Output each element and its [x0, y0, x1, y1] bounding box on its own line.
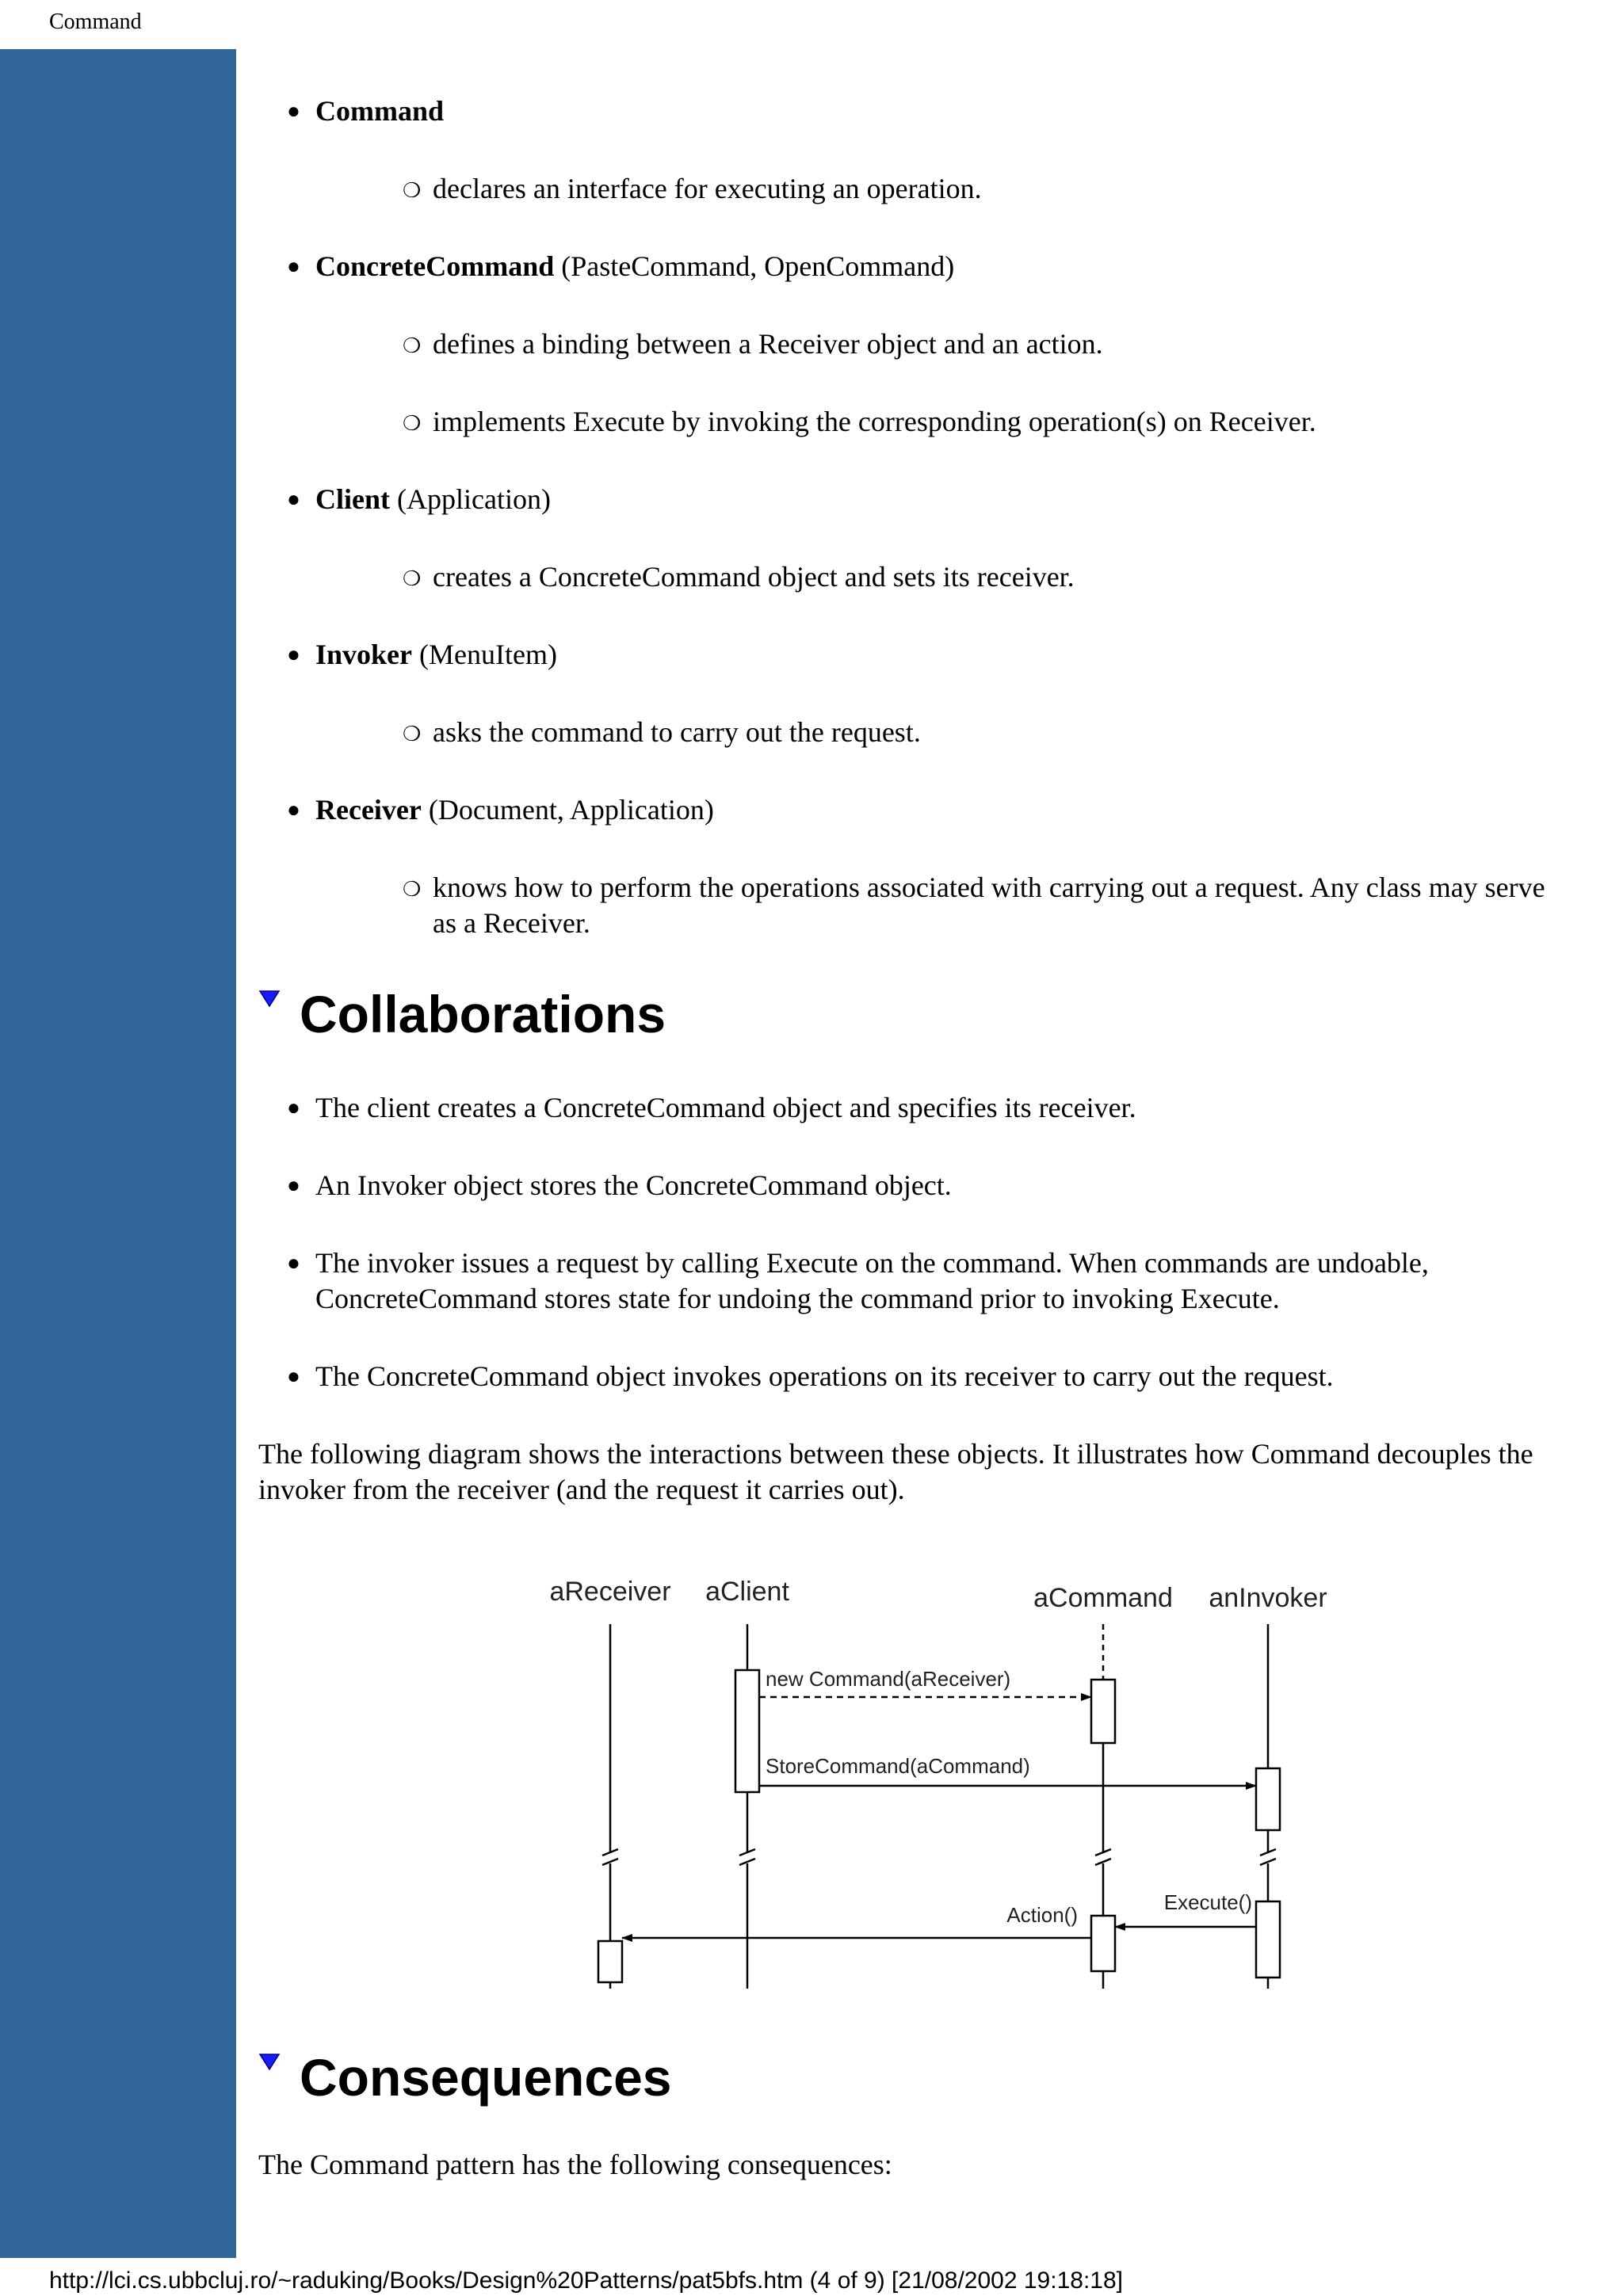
participant-item — [287, 93, 445, 129]
bullet-icon: ● — [287, 643, 300, 667]
collaboration-item — [287, 1359, 1334, 1394]
participant-alias: (Application) — [390, 483, 551, 515]
participant-subitem — [403, 559, 1574, 595]
participant-name: Client — [315, 483, 390, 515]
participant-alias: (PasteCommand, OpenCommand) — [554, 250, 955, 282]
participant-subitem — [403, 171, 1574, 207]
sequence-diagram — [539, 1561, 1339, 1997]
participant-item — [287, 792, 714, 828]
participant-subitem — [403, 326, 1574, 362]
collapse-triangle-icon[interactable] — [258, 2052, 281, 2071]
collaboration-item — [287, 1245, 1560, 1317]
circle-bullet-icon: ❍ — [403, 334, 422, 357]
section-title: Collaborations — [300, 985, 666, 1043]
participant-subitem — [403, 870, 1574, 941]
print-footer-url: http://lci.cs.ubbcluj.ro/~raduking/Books/Design%20Patterns/pat5bfs.htm (4 of 9) [21/08/2002 19:18:18] — [49, 2267, 1123, 2294]
bullet-icon: ● — [287, 1173, 300, 1198]
bullet-icon: ● — [287, 99, 300, 124]
participant-subitem — [403, 404, 1574, 440]
object-label-acommand: aCommand — [1033, 1583, 1173, 1613]
sidebar-bar — [0, 49, 236, 2258]
activation-aclient — [735, 1670, 759, 1792]
activation-areceiver — [598, 1941, 622, 1982]
activation-aninvoker-2 — [1256, 1901, 1280, 1978]
collaboration-item — [287, 1090, 1136, 1126]
participant-subitem — [403, 715, 1574, 750]
diagram-intro-paragraph: The following diagram shows the interactions between these objects. It illustrates how Command decouples the invoker from the receiver (and the request it carries out). — [258, 1438, 1533, 1505]
collaboration-text: The invoker issues a request by calling Execute on the command. When commands are undoable, ConcreteCommand stores state for undoing the command prior to invoking Execute. — [315, 1247, 1429, 1314]
collaboration-text: The ConcreteCommand object invokes operations on its receiver to carry out the request. — [315, 1360, 1334, 1392]
object-label-aninvoker: anInvoker — [1209, 1583, 1327, 1613]
circle-bullet-icon: ❍ — [403, 567, 422, 590]
object-label-aclient: aClient — [705, 1577, 789, 1607]
activation-aninvoker-1 — [1256, 1768, 1280, 1830]
participant-description: defines a binding between a Receiver object and an action. — [433, 328, 1103, 360]
participant-description: implements Execute by invoking the corresponding operation(s) on Receiver. — [433, 406, 1316, 437]
collaboration-text: The client creates a ConcreteCommand object and specifies its receiver. — [315, 1092, 1136, 1123]
participant-alias: (Document, Application) — [421, 794, 714, 826]
message-label-execute: Execute() — [1163, 1890, 1252, 1914]
participant-alias: (MenuItem) — [412, 639, 557, 670]
print-header-title: Command — [49, 10, 142, 34]
bullet-icon: ● — [287, 487, 300, 512]
collaboration-text: An Invoker object stores the ConcreteCommand object. — [315, 1169, 952, 1201]
object-label-areceiver: aReceiver — [549, 1577, 671, 1607]
message-label-store-command: StoreCommand(aCommand) — [766, 1754, 1030, 1778]
message-label-action: Action() — [1006, 1903, 1078, 1927]
participant-item — [287, 482, 551, 517]
activation-acommand-1 — [1091, 1680, 1115, 1743]
bullet-icon: ● — [287, 1364, 300, 1389]
participant-name: Command — [315, 95, 445, 127]
participant-description: knows how to perform the operations associated with carrying out a request. Any class may serve as a Receiver. — [433, 871, 1545, 939]
activation-acommand-2 — [1091, 1916, 1115, 1971]
circle-bullet-icon: ❍ — [403, 878, 422, 901]
participant-description: asks the command to carry out the request. — [433, 716, 921, 748]
bullet-icon: ● — [287, 1096, 300, 1120]
collapse-triangle-icon[interactable] — [258, 989, 281, 1008]
participant-name: Invoker — [315, 639, 413, 670]
section-title: Consequences — [300, 2048, 672, 2107]
collaboration-item — [287, 1168, 952, 1203]
bullet-icon: ● — [287, 254, 300, 279]
participant-item — [287, 637, 557, 673]
message-label-new-command: new Command(aReceiver) — [766, 1667, 1011, 1691]
circle-bullet-icon: ❍ — [403, 412, 422, 435]
participant-name: Receiver — [315, 794, 422, 826]
consequences-intro: The Command pattern has the following consequences: — [258, 2149, 892, 2180]
circle-bullet-icon: ❍ — [403, 723, 422, 746]
participant-description: creates a ConcreteCommand object and sets its receiver. — [433, 561, 1075, 593]
bullet-icon: ● — [287, 798, 300, 822]
participant-item — [287, 249, 955, 284]
bullet-icon: ● — [287, 1251, 300, 1276]
participant-description: declares an interface for executing an operation. — [433, 173, 982, 204]
circle-bullet-icon: ❍ — [403, 179, 422, 202]
participant-name: ConcreteCommand — [315, 250, 555, 282]
